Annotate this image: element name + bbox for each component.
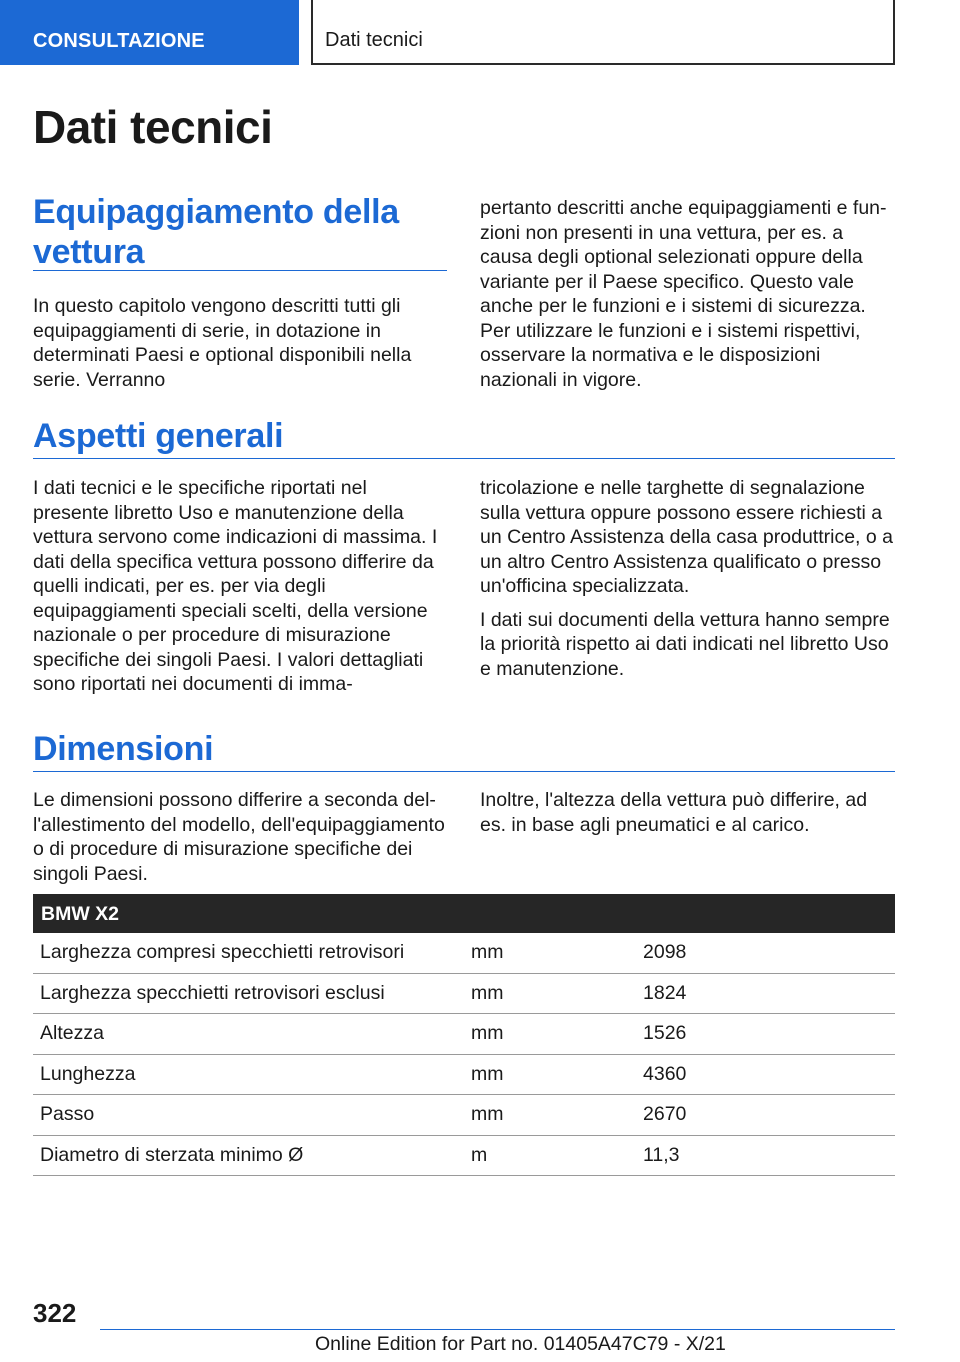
dimensions-table	[33, 894, 895, 1176]
section-divider	[33, 771, 895, 772]
table-row	[33, 974, 895, 1015]
row-label: Passo	[40, 1103, 95, 1126]
row-label: Diametro di sterzata minimo Ø	[40, 1143, 304, 1166]
row-label: Altezza	[40, 1022, 104, 1045]
aspetti-col2	[480, 476, 895, 690]
row-value: 11,3	[643, 1143, 680, 1166]
table-row	[33, 1095, 895, 1136]
title-line-1: Equipaggiamento della	[33, 193, 399, 231]
paragraph: Le dimensioni possono differire a seconda dell'allestimento del modello, dell'equipaggiamento o di procedure di misurazione specifiche dei singoli Paesi.	[33, 789, 445, 885]
row-value: 2098	[643, 941, 687, 964]
row-label: Larghezza specchietti retrovisori esclusi	[40, 981, 385, 1004]
row-value: 2670	[643, 1103, 687, 1126]
row-unit: mm	[471, 1022, 504, 1045]
edition-link[interactable]: Online Edition for Part no. 01405A47C79 - X/21	[315, 1333, 726, 1355]
paragraph: In questo capitolo vengono descritti tutti gli equipaggiamenti di serie, in dotazione in determinati Paesi e optional disponibili nella serie. Verranno	[33, 295, 412, 391]
paragraph: pertanto descritti anche equipaggiamenti e funzioni non presenti in una vettura, per es. a causa degli optional selezionati oppure della variante per il Paese specifico. Questo vale anche per le funzioni e i sistemi di sicurezza. Per utilizzare le funzioni e i sistemi rispettivi, osservare la normativa e le disposizioni nazionali in vigore.	[480, 197, 887, 391]
row-unit: m	[471, 1143, 488, 1166]
row-value: 1824	[643, 981, 687, 1004]
equipaggiamento-col1	[33, 294, 447, 401]
aspetti-col1	[33, 476, 447, 706]
footer-divider	[100, 1329, 895, 1330]
dimensioni-col2	[480, 788, 895, 846]
section-tab[interactable]: CONSULTAZIONE	[0, 0, 299, 65]
row-label: Larghezza compresi specchietti retrovisori	[40, 941, 405, 964]
equipaggiamento-col2	[480, 196, 895, 401]
section-divider	[33, 458, 895, 459]
paragraph: I dati tecnici e le specifiche riportati nel presente libretto Uso e manutenzione della vettura servono come indicazioni di massima. I dati della specifica vettura possono differire da quelli indicati, per es. per via degli equipaggiamenti speciali scelti, della versione nazionale o per procedure di misurazione specifiche dei singoli Paesi. I valori dettagliati sono riportati nei documenti di imma-	[33, 477, 438, 695]
section-title-dimensioni: Dimensioni	[33, 730, 214, 768]
section-title-equipaggiamento	[33, 192, 399, 272]
table-row	[33, 1136, 895, 1177]
row-unit: mm	[471, 1103, 504, 1126]
chapter-tab[interactable]: Dati tecnici	[311, 0, 895, 65]
row-unit: mm	[471, 981, 504, 1004]
dimensioni-col1	[33, 788, 447, 895]
section-divider	[33, 270, 447, 271]
row-value: 4360	[643, 1062, 687, 1085]
section-title-aspetti: Aspetti generali	[33, 417, 284, 455]
page-title: Dati tecnici	[33, 101, 273, 153]
table-header: BMW X2	[33, 894, 895, 933]
row-label: Lunghezza	[40, 1062, 136, 1085]
table-row	[33, 933, 895, 974]
row-value: 1526	[643, 1022, 687, 1045]
paragraph: I dati sui documenti della vettura hanno sempre la priorità rispetto ai dati indicati nel libretto Uso e manutenzione.	[480, 608, 890, 680]
title-line-2: vettura	[33, 233, 145, 271]
row-unit: mm	[471, 941, 504, 964]
row-unit: mm	[471, 1062, 504, 1085]
paragraph: tricolazione e nelle targhette di segnalazione sulla vettura oppure possono essere richiesti a un Centro Assistenza della casa produttrice, o a un altro Centro Assistenza qualificato o presso un'officina specializzata.	[480, 477, 893, 597]
page-number: 322	[33, 1298, 77, 1328]
paragraph: Inoltre, l'altezza della vettura può differire, ad es. in base agli pneumatici e al carico.	[480, 789, 868, 836]
table-row	[33, 1055, 895, 1096]
table-row	[33, 1014, 895, 1055]
